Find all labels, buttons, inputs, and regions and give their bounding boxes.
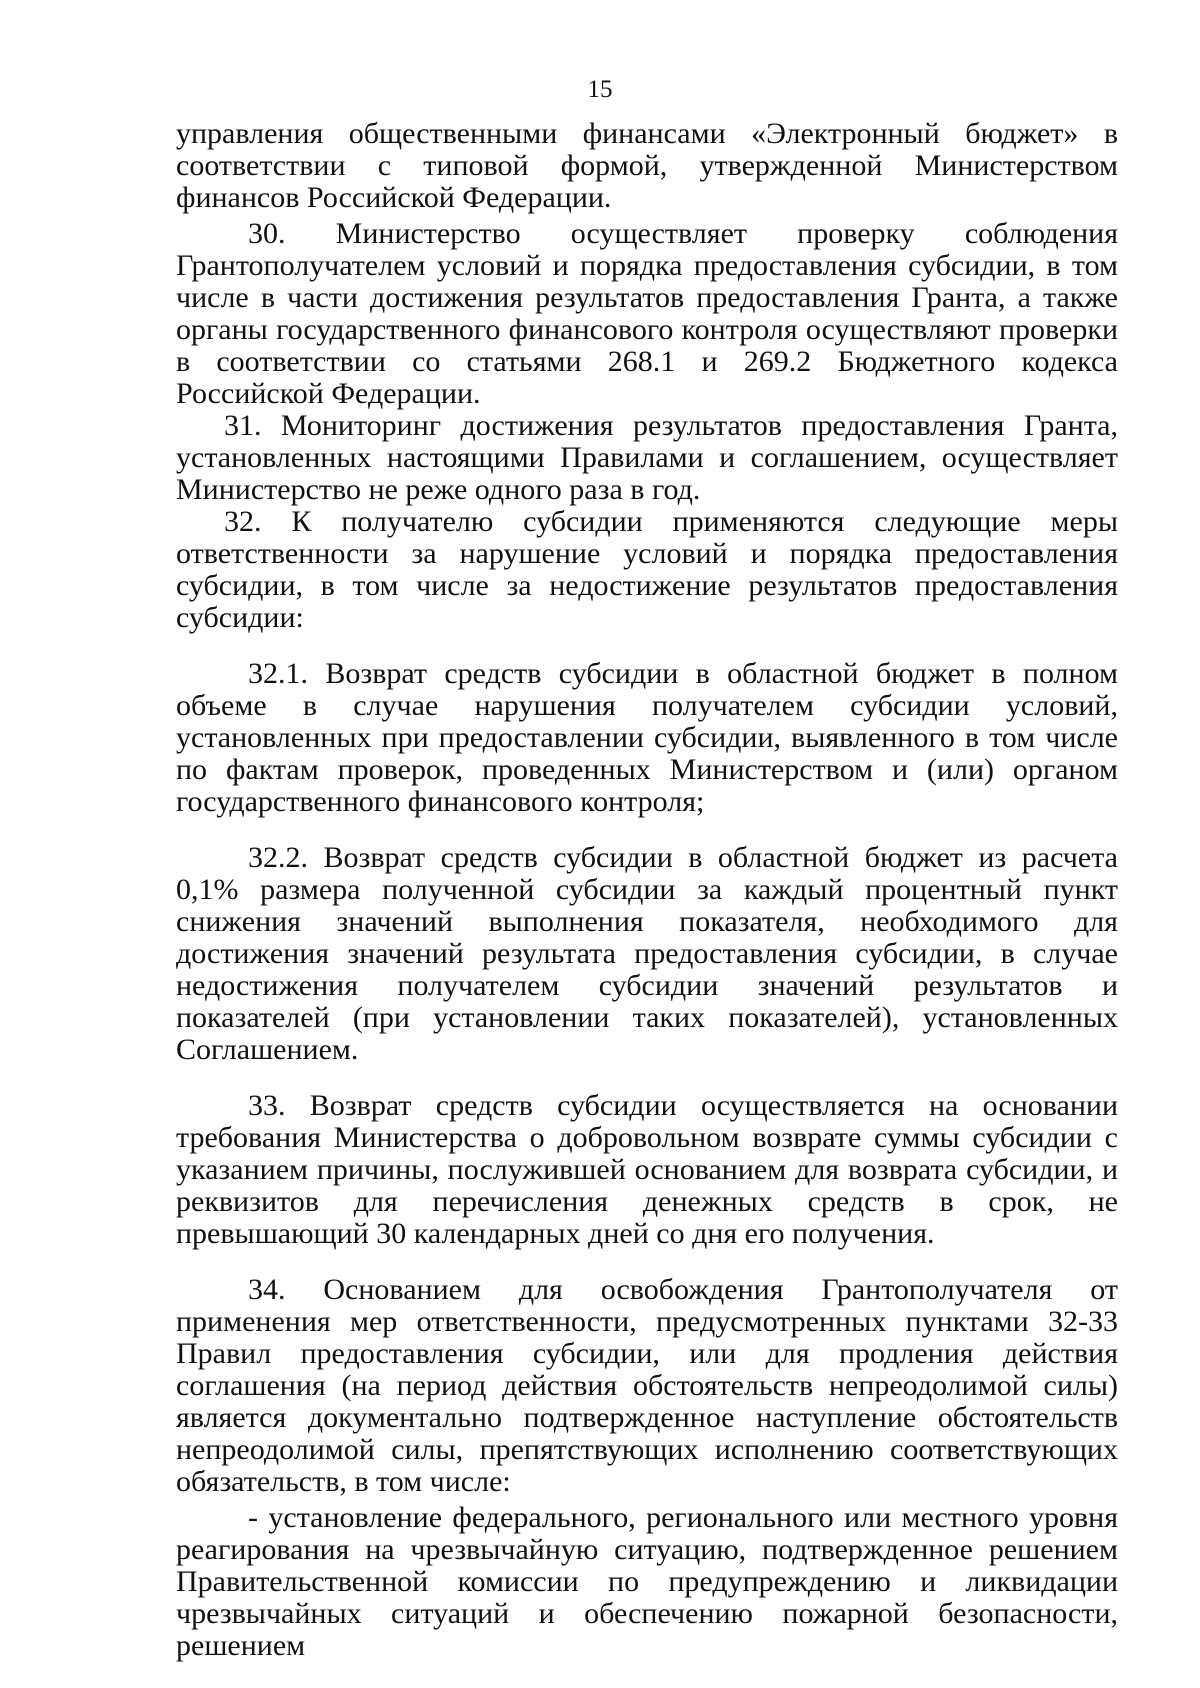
paragraph-34: 34. Основанием для освобождения Грантополучателя от применения мер ответственности, предусмотренных пунктами 32-33 Правил предоставления субсидии, или для продления действия соглашения (на период действия обстоятельств непреодолимой силы) является документально подтвержденное наступление обстоятельств непреодолимой силы, препятствующих исполнению соответствующих обязательств, в том числе: <box>176 1273 1118 1498</box>
paragraph-32-2: 32.2. Возврат средств субсидии в областной бюджет из расчета 0,1% размера полученной субсидии за каждый процентный пункт снижения значений выполнения показателя, необходимого для достижения значений результата предоставления субсидии, в случае недостижения получателем субсидии значений результатов и показателей (при установлении таких показателей), установленных Соглашением. <box>176 841 1118 1066</box>
list-item: - установление федерального, регионального или местного уровня реагирования на чрезвычайную ситуацию, подтвержденное решением Правительственной комиссии по предупреждению и ликвидации чрезвычайных ситуаций и обеспечению пожарной безопасности, решением <box>176 1501 1118 1662</box>
document-body <box>176 118 1118 1662</box>
page-number: 15 <box>587 76 613 103</box>
paragraph-33: 33. Возврат средств субсидии осуществляется на основании требования Министерства о добровольном возврате суммы субсидии с указанием причины, послужившей основанием для возврата субсидии, и реквизитов для перечисления денежных средств в срок, не превышающий 30 календарных дней со дня его получения. <box>176 1089 1118 1250</box>
paragraph-continuation: управления общественными финансами «Электронный бюджет» в соответствии с типовой формой, утвержденной Министерством финансов Российской Федерации. <box>176 117 1118 214</box>
paragraph-32-1: 32.1. Возврат средств субсидии в областной бюджет в полном объеме в случае нарушения получателем субсидии условий, установленных при предоставлении субсидии, выявленного в том числе по фактам проверок, проведенных Министерством и (или) органом государственного финансового контроля; <box>176 657 1118 818</box>
paragraph-30: 30. Министерство осуществляет проверку соблюдения Грантополучателем условий и порядка предоставления субсидии, в том числе в части достижения результатов предоставления Гранта, а также органы государственного финансового контроля осуществляют проверки в соответствии со статьями 268.1 и 269.2 Бюджетного кодекса Российской Федерации. <box>176 217 1118 410</box>
paragraph-32: 32. К получателю субсидии применяются следующие меры ответственности за нарушение условий и порядка предоставления субсидии, в том числе за недостижение результатов предоставления субсидии: <box>176 505 1118 634</box>
paragraph-31: 31. Мониторинг достижения результатов предоставления Гранта, установленных настоящими Правилами и соглашением, осуществляет Министерство не реже одного раза в год. <box>176 409 1118 506</box>
